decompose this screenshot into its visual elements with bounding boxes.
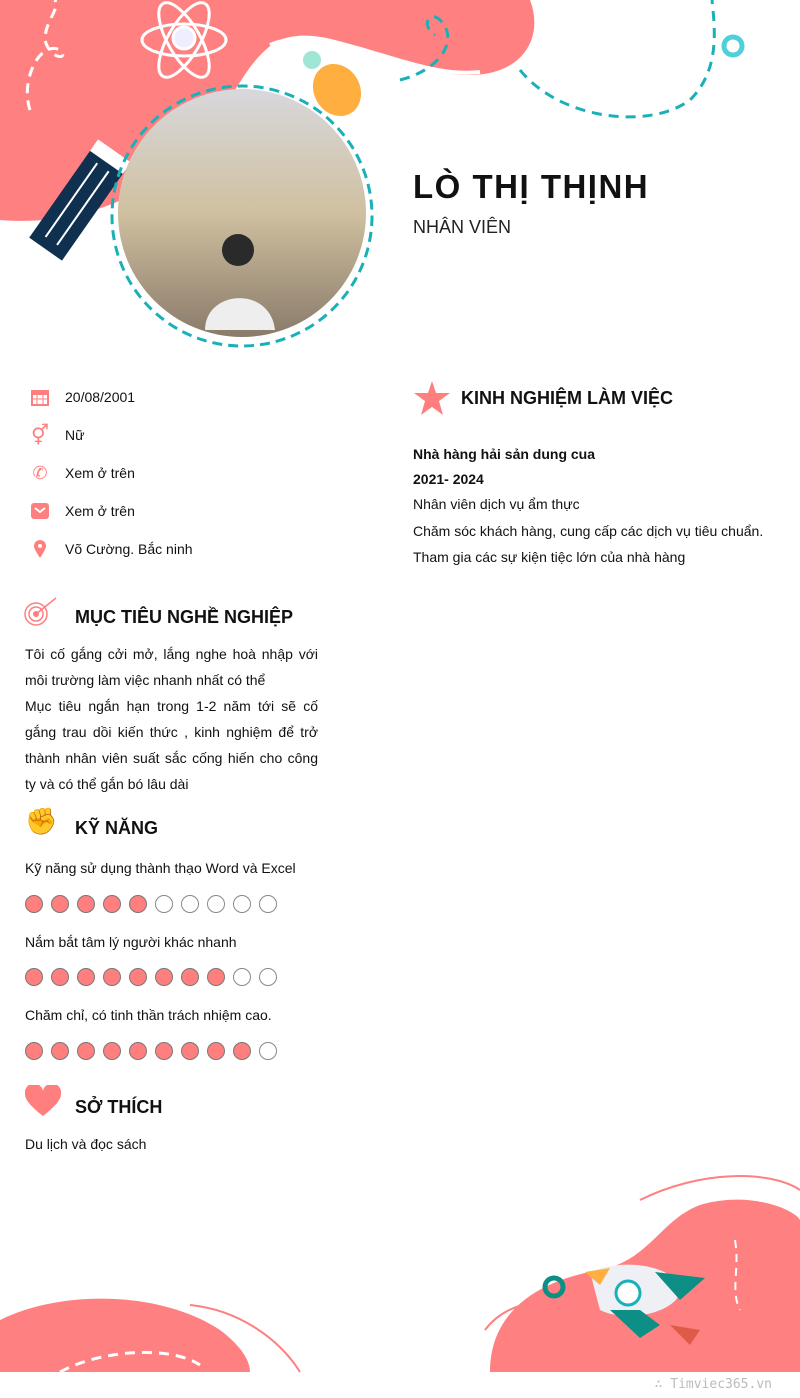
fist-icon: ✊	[25, 806, 58, 836]
rating-dot-empty	[207, 895, 225, 913]
contact-email: Xem ở trên	[30, 501, 135, 521]
rating-dot-filled	[129, 895, 147, 913]
objective-title: MỤC TIÊU NGHỀ NGHIỆP	[75, 607, 294, 627]
rating-dot-filled	[129, 1042, 147, 1060]
rating-dot-filled	[233, 1042, 251, 1060]
rating-dot-filled	[103, 895, 121, 913]
rating-dot-filled	[25, 1042, 43, 1060]
position: Nhân viên dịch vụ ẩm thực	[413, 496, 580, 512]
skill-label: Nắm bắt tâm lý người khác nhanh	[25, 934, 237, 950]
footer-decoration	[0, 1160, 800, 1398]
objective-text: Tôi cố gắng cởi mở, lắng nghe hoà nhập với môi trường làm việc nhanh nhất có thể Mục tiêu ngắn hạn trong 1-2 năm tới sẽ cố gắng trau dồi kiến thức , kinh nghiệm để trở thành nhân viên suất sắc cống hiến cho công ty và có thể gắn bó lâu dài	[25, 646, 318, 792]
heart-icon	[25, 1085, 61, 1117]
rating-dot-filled	[51, 895, 69, 913]
rating-dot-filled	[77, 968, 95, 986]
detail: Tham gia các sự kiện tiệc lớn của nhà hàng	[413, 549, 686, 565]
experience-entry	[413, 442, 763, 570]
rating-dot-filled	[77, 895, 95, 913]
rating-dot-empty	[233, 895, 251, 913]
header-decoration	[0, 0, 800, 360]
contact-address: Võ Cường. Bắc ninh	[30, 539, 193, 559]
contact-phone: ✆ Xem ở trên	[30, 463, 135, 483]
skill-label: Chăm chỉ, có tinh thần trách nhiệm cao.	[25, 1007, 272, 1023]
star-icon	[414, 381, 450, 415]
rating-dot-empty	[259, 1042, 277, 1060]
candidate-role: NHÂN VIÊN	[413, 217, 512, 237]
contact-birthday: 20/08/2001	[30, 387, 135, 407]
detail: Chăm sóc khách hàng, cung cấp các dịch vụ tiêu chuẩn.	[413, 522, 764, 539]
rating-dot-empty	[259, 895, 277, 913]
calendar-icon	[30, 387, 50, 407]
skill-rating	[25, 895, 277, 913]
skill-rating	[25, 968, 277, 986]
rating-dot-filled	[103, 968, 121, 986]
rating-dot-filled	[25, 895, 43, 913]
hobbies-text: Du lịch và đọc sách	[25, 1136, 147, 1152]
rating-dot-filled	[181, 968, 199, 986]
target-icon	[24, 596, 58, 628]
location-icon	[30, 539, 50, 559]
rating-dot-empty	[155, 895, 173, 913]
rating-dot-filled	[155, 968, 173, 986]
rating-dot-filled	[207, 1042, 225, 1060]
gender-icon: ⚥	[30, 424, 50, 447]
experience-title: KINH NGHIỆM LÀM VIỆC	[461, 388, 674, 408]
contact-gender: ⚥ Nữ	[30, 424, 85, 447]
rating-dot-filled	[155, 1042, 173, 1060]
work-period: 2021- 2024	[413, 470, 484, 487]
watermark: ∴ Timviec365.vn	[654, 1377, 772, 1392]
rating-dot-filled	[25, 968, 43, 986]
skills-title: KỸ NĂNG	[75, 818, 159, 838]
rating-dot-filled	[207, 968, 225, 986]
rating-dot-empty	[233, 968, 251, 986]
hobbies-title: SỞ THÍCH	[75, 1097, 163, 1117]
rating-dot-empty	[259, 968, 277, 986]
rating-dot-filled	[181, 1042, 199, 1060]
rating-dot-filled	[51, 968, 69, 986]
email-icon	[30, 501, 50, 521]
rating-dot-filled	[51, 1042, 69, 1060]
skill-label: Kỹ năng sử dụng thành thạo Word và Excel	[25, 860, 296, 876]
phone-icon: ✆	[32, 462, 48, 483]
rating-dot-empty	[181, 895, 199, 913]
rating-dot-filled	[77, 1042, 95, 1060]
skill-rating	[25, 1042, 277, 1060]
rating-dot-filled	[103, 1042, 121, 1060]
company-name: Nhà hàng hải sản dung cua	[413, 446, 596, 462]
rating-dot-filled	[129, 968, 147, 986]
candidate-name: LÒ THỊ THỊNH	[413, 168, 650, 205]
